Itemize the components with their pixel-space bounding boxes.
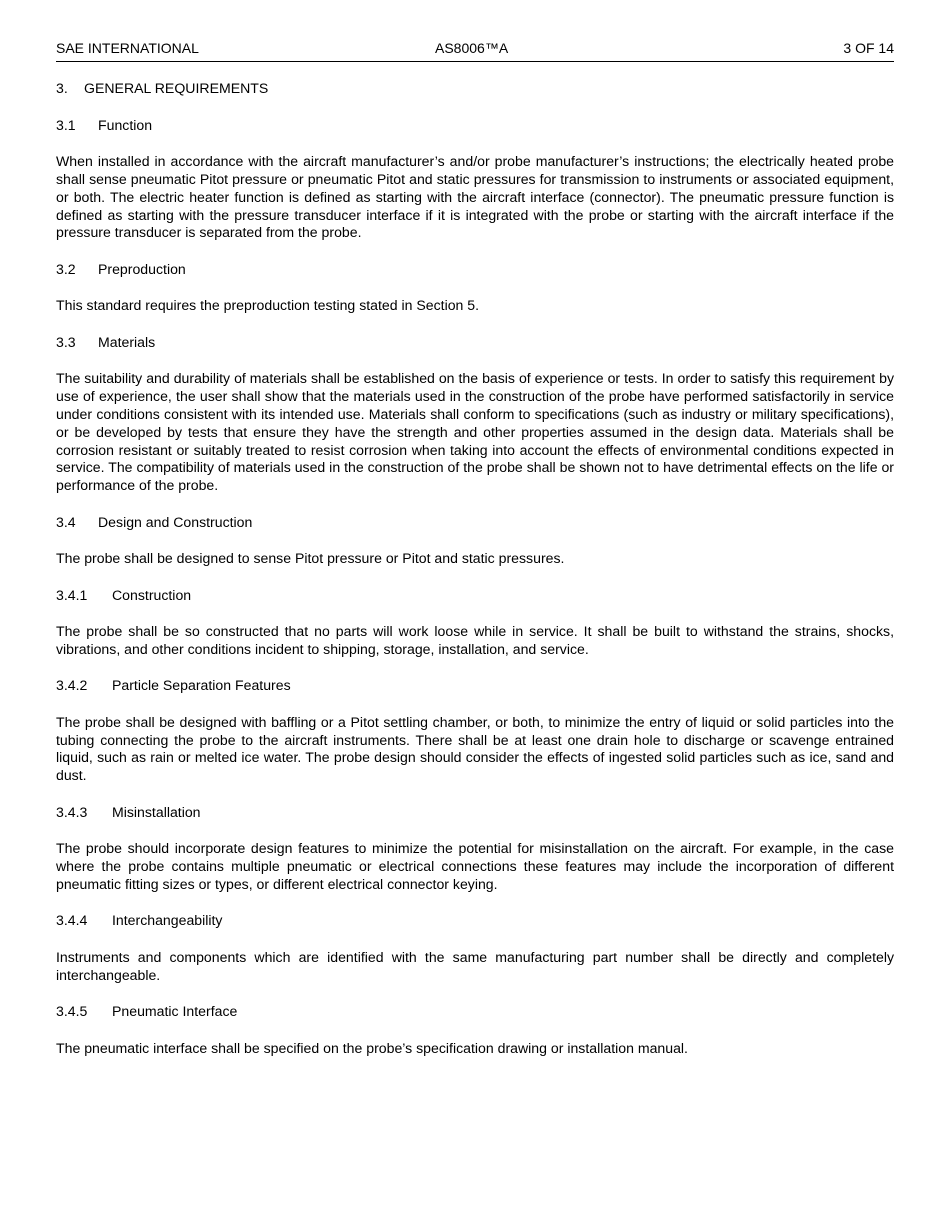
section-paragraph: Instruments and components which are identified with the same manufacturing part number shall be directly and completely interchangeable. [56,948,894,983]
section-paragraph: The probe shall be designed with baffling or a Pitot settling chamber, or both, to minimize the entry of liquid or solid particles into the tubing connecting the probe to the aircraft instruments. There shall be at least one drain hole to discharge or scavenge entrained liquid, such as rain or melted ice water. The probe design should consider the effects of ingested solid particles such as ice, sand and dust. [56,713,894,784]
header-document-id: AS8006™A [435,40,509,56]
section-title: Function [98,116,153,133]
section-paragraph: The suitability and durability of materials shall be established on the basis of experience or tests. In order to satisfy this requirement by use of experience, the user shall show that the materials used in the construction of the probe have performed satisfactorily in service under conditions consistent with its intended use. Materials shall conform to specifications (such as industry or military specifications), or be developed by tests that ensure they have the strength and other properties assumed in the design data. Materials shall be corrosion resistant or suitably treated to resist corrosion when taking into account the effects of environmental conditions expected in service. The compatibility of materials used in the construction of the probe shall be shown not to have detrimental effects on the life or performance of the probe. [56,370,894,494]
page-header [56,39,894,62]
header-page-number: 3 OF 14 [843,40,894,56]
section-heading [56,514,894,532]
section-number: 3.4.4 [56,912,88,929]
section-heading [56,261,894,279]
section-heading [56,1003,894,1021]
section-heading [56,587,894,605]
section-number: 3.1 [56,116,76,133]
section-heading [56,912,894,930]
section-title: Design and Construction [98,513,253,530]
section-paragraph: The probe shall be so constructed that no parts will work loose while in service. It shall be built to withstand the strains, shocks, vibrations, and other conditions incident to shipping, storage, installation, and service. [56,623,894,657]
section-heading [56,117,894,135]
section-number: 3.3 [56,333,76,350]
section-paragraph: The probe should incorporate design features to minimize the potential for misinstallation on the aircraft. For example, in the case where the probe contains multiple pneumatic or electrical connections these features may include the incorporation of different pneumatic fitting sizes or types, or different electrical connector keying. [56,840,894,892]
section-number: 3.2 [56,260,76,277]
section-title: Interchangeability [112,912,223,929]
section-heading [56,804,894,822]
section-title: Misinstallation [112,803,201,820]
section-title: Pneumatic Interface [112,1003,238,1020]
document-body [56,80,894,1057]
header-organization: SAE INTERNATIONAL [56,40,199,56]
section-title: Preproduction [98,260,186,277]
section-paragraph: The probe shall be designed to sense Pitot pressure or Pitot and static pressures. [56,550,565,567]
section-title: Construction [112,586,192,603]
section-number: 3.4.3 [56,803,88,820]
section-heading [56,334,894,352]
section-paragraph: The pneumatic interface shall be specified on the probe’s specification drawing or installation manual. [56,1039,688,1056]
section-heading [56,677,894,695]
section-title: Materials [98,333,156,350]
section-paragraph: This standard requires the preproduction testing stated in Section 5. [56,297,480,314]
section-title: GENERAL REQUIREMENTS [84,80,269,96]
section-heading [56,80,894,98]
section-title: Particle Separation Features [112,677,291,694]
section-number: 3.4.2 [56,677,88,694]
section-number: 3.4.1 [56,586,88,603]
section-paragraph: When installed in accordance with the aircraft manufacturer’s and/or probe manufacturer’s instructions; the electrically heated probe shall sense pneumatic Pitot pressure or pneumatic Pitot and static pressures for transmission to instruments or associated equipment, or both. The electric heater function is defined as starting with the aircraft interface (connector). The pneumatic pressure function is defined as starting with the pressure transducer interface if it is integrated with the probe or starting with the aircraft interface if the pressure transducer is separated from the probe. [56,153,894,241]
section-number: 3.4.5 [56,1003,88,1020]
section-number: 3.4 [56,513,76,530]
section-number: 3. [56,80,68,96]
